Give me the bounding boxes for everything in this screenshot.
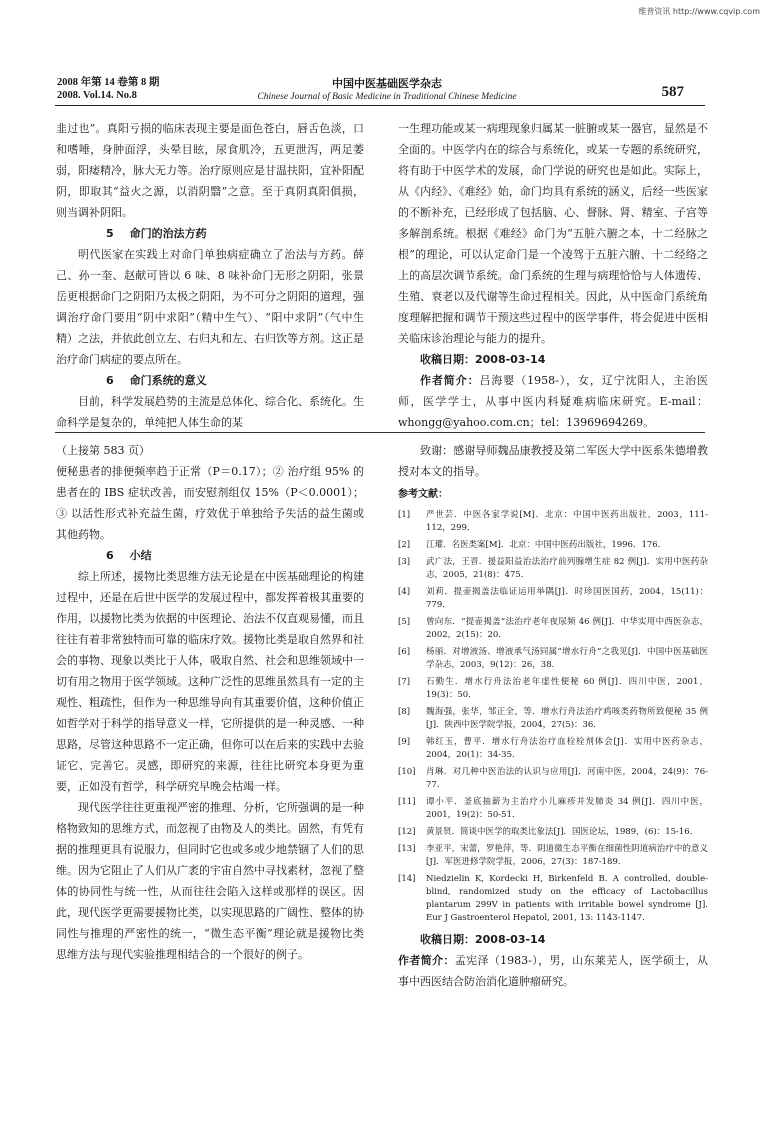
author-text: 吕海婴（1958-），女，辽宁沈阳人，主治医师，医学学士，从事中医内科疑难病临床研究。E-mail：whongg@yahoo.com.cn；tel：13969694269。: [398, 374, 708, 429]
page-number: 587: [661, 84, 684, 100]
reference-list: [398, 509, 708, 925]
reference-item: [398, 539, 708, 552]
reference-item: [398, 616, 708, 642]
section-number: 6: [106, 549, 114, 562]
header-rule: [55, 105, 705, 106]
received-label: 收稿日期：: [420, 353, 475, 366]
reference-number: [8]: [398, 707, 411, 717]
reference-number: [13]: [398, 844, 416, 854]
reference-text: Niedzielin K, Kordecki H, Birkenfeld B. A controlled, double-blind, randomized study on the efficacy of Lactobacillus plantarum 299V in patients with irritable bowel syndrome [J]. Eur J Gastroenterol Hepatol, 2001, 13: 1143-1147.: [426, 874, 708, 923]
received-line: [398, 929, 708, 950]
received-label: 收稿日期：: [420, 933, 475, 946]
reference-item: [398, 873, 708, 925]
lower-left-column: [56, 440, 364, 965]
reference-text: 石勤生．增水行舟法治老年虚性便秘 60 例[J]．四川中医，2001，19(3)：50．: [426, 677, 708, 700]
author-note: [398, 950, 708, 992]
reference-text: 江瓘．名医类案[M]．北京：中国中医药出版社，1996．176．: [426, 540, 667, 550]
reference-item: [398, 766, 708, 792]
upper-left-column: [56, 118, 364, 433]
reference-text: 魏海强，张华，邹正全，等．增水行舟法治疗鸡咳类药物所致便秘 35 例[J]．陕西中医学院学报，2004，27(5)：36．: [426, 707, 708, 730]
reference-number: [5]: [398, 617, 411, 627]
reference-text: 李亚平，宋蕾，罗艳萍，等．阴道微生态平衡在细菌性阴道病治疗中的意义[J]．军医进修学院学报，2006，27(3)：187-189．: [426, 844, 708, 867]
reference-item: [398, 796, 708, 822]
paragraph: 目前，科学发展趋势的主流是总体化、综合化、系统化。生命科学是复杂的，单纯把人体生命的某: [56, 395, 364, 429]
reference-text: 谭小平．釜底抽薪为主治疗小儿麻疹并发肺炎 34 例[J]．四川中医，2001，19(2)：50-51．: [426, 797, 708, 820]
reference-item: [398, 509, 708, 535]
issue-info-cn: 2008 年第 14 卷第 8 期: [57, 77, 160, 88]
journal-title-en: Chinese Journal of Basic Medicine in Traditional Chinese Medicine: [257, 92, 517, 102]
reference-number: [2]: [398, 540, 411, 550]
section-heading: [56, 370, 364, 391]
reference-item: [398, 556, 708, 582]
reference-number: [4]: [398, 587, 411, 597]
received-date: 2008-03-14: [475, 353, 546, 366]
reference-number: [7]: [398, 677, 411, 687]
reference-number: [11]: [398, 797, 416, 807]
reference-number: [9]: [398, 737, 411, 747]
reference-item: [398, 736, 708, 762]
author-label: 作者简介：: [398, 954, 455, 967]
author-text: 孟宪泽（1983-），男，山东莱芜人，医学硕士，从事中西医结合防治消化道肿瘤研究。: [398, 954, 709, 988]
section-title: 命门的治法方药: [129, 227, 207, 240]
paragraph: 现代医学往往更重视严密的推理、分析，它所强调的是一种格物致知的思维方式，而忽视了由物及人的类比。固然，有凭有据的推理更具有说服力，但同时它也或多或少地禁锢了人们的思维。因为它阻止了人们从广袤的宇宙自然中寻找素材，忽视了整体的协同性与统一性，从而往往会陷入这样或那样的误区。因此，现代医学更需要援物比类，以实现思路的广阔性、整体的协同性与推理的严密性的统一，“微生态平衡”理论就是援物比类思维方法与现代实验推理相结合的一个很好的例子。: [56, 801, 364, 961]
reference-number: [6]: [398, 647, 411, 657]
issue-info-en: 2008. Vol.14. No.8: [57, 90, 137, 101]
section-number: 6: [106, 374, 114, 387]
author-label: 作者简介：: [420, 374, 480, 387]
lower-right-column: [398, 440, 708, 992]
journal-title: [237, 76, 537, 103]
paragraph: 一生理功能或某一病理现象归属某一脏腑或某一器官，显然是不全面的。中医学内在的综合与系统化，或某一专题的系统研究，将有助于中医学术的发展，命门学说的研究也是如此。实际上，从《内经》、《难经》始，命门均具有系统的涵义，后经一些医家的不断补充，已经形成了包括脑、心、督脉、肾、精室、子宫等多解剖系统。根据《难经》命门为“五脏六腑之本，十二经脉之根”的理论，可以认定命门是一个凌驾于五脏六腑、十二经络之上的高层次调节系统。命门系统的生理与病理恰恰与人体遗传、生殖、衰老以及代谢等生命过程相关。因此，从中医命门系统角度理解把握和调节干预这些过程中的医学事件，将会促进中医相关临床诊治理论与能力的提升。: [398, 122, 708, 345]
reference-number: [1]: [398, 510, 411, 520]
reference-text: 杨丽．对增液汤、增液承气汤同属“增水行舟”之我见[J]．中国中医基础医学杂志，2003，9(12)：26，38．: [426, 647, 708, 670]
reference-text: 严世芸．中医各家学说[M]．北京：中国中医药出版社，2003，111-112，299．: [426, 510, 708, 533]
reference-item: [398, 676, 708, 702]
paragraph: 韭过也”。真阳亏损的临床表现主要是面色苍白，唇舌色淡，口和嗜唾，身肿面浮，头晕目眩，尿食肌冷，五更泄泻，两足萎弱，阳痿精冷，脉大无力等。治疗原则应是甘温扶阳，宜补阳配阴，即取其“益火之源，以消阴翳”之意。至于真阴真阳俱损，则当调补阴阳。: [56, 122, 364, 219]
reference-text: 肖琳．对几种中医治法的认识与应用[J]．河南中医，2004，24(9)：76-77．: [426, 767, 708, 790]
paragraph: 便秘患者的排便频率趋于正常（P＝0.17）；② 治疗组 95% 的患者在的 IBS 症状改善，而安慰剂组仅 15%（P＜0.0001）；③ 以活性形式补充益生菌，疗效优于单独给予失活的益生菌或其他药物。: [56, 465, 364, 541]
reference-text: 曾向东．“提壶揭盖”法治疗老年夜尿频 46 例[J]．中华实用中西医杂志，2002，2(15)：20．: [426, 617, 708, 640]
section-title: 命门系统的意义: [129, 374, 207, 387]
received-line: [398, 349, 708, 370]
article-divider: [55, 432, 705, 433]
reference-item: [398, 706, 708, 732]
reference-item: [398, 843, 708, 869]
reference-text: 刘莉．提壶揭盖法临证运用举隅[J]．时珍国医国药，2004，15(11)：779．: [426, 587, 708, 610]
reference-number: [3]: [398, 557, 411, 567]
reference-text: 韩红玉，曹平．增水行舟法治疗血栓栓剂体会[J]．实用中医药杂志，2004，20(1)：34-35．: [426, 737, 708, 760]
continued-note: （上接第 583 页）: [56, 444, 150, 457]
reference-text: 武广法，王晋．援益阳益治法治疗前列腺增生症 82 例[J]．实用中医药杂志，2005，21(8)：475．: [426, 557, 708, 580]
received-date: 2008-03-14: [475, 933, 546, 946]
journal-title-cn: 中国中医基础医学杂志: [332, 77, 442, 90]
author-note: [398, 370, 708, 433]
reference-item: [398, 826, 708, 839]
reference-number: [10]: [398, 767, 416, 777]
section-heading: [56, 223, 364, 244]
reference-number: [12]: [398, 827, 416, 837]
upper-right-column: [398, 118, 708, 433]
section-heading: [56, 545, 364, 566]
reference-number: [14]: [398, 874, 416, 884]
paragraph: 明代医家在实践上对命门单独病症确立了治法与方药。薛己、孙一奎、赵献可皆以 6 味、8 味补命门无形之阴阳，张景岳更根据命门之阴阳乃太极之阴阳，为不可分之阴阳的道理，强调治疗命门要用“阴中求阳”（精中生气）、“阳中求阴”（气中生精）之法，并依此创立左、右归丸和左、右归饮等方剂。这正是治疗命门病症的要点所在。: [56, 248, 364, 366]
watermark: 维普资讯 http://www.cqvip.com: [638, 7, 760, 16]
paragraph: 综上所述，援物比类思维方法无论是在中医基础理论的构建过程中，还是在后世中医学的发展过程中，都发挥着极其重要的作用，以援物比类为依据的中医理论、治法不仅直观易懂，而且往往有着非常独特而可靠的临床疗效。援物比类是取自然界和社会的事物、现象以类比于人体，吸取自然、社会和思维领域中一切有用之物用于医学领域。这种广泛性的思维虽然具有一定的主观性、粗疏性，但作为一种思维导向有其重要价值，这种价值正如哲学对于科学的指导意义一样，它所提供的是一种灵感、一种思路，尽管这种思路不一定正确，但你可以在后来的实践中去验证它、完善它。灵感，即研究的来源，往往比研究本身更为重要，正如没有哲学，科学研究早晚会枯竭一样。: [56, 570, 364, 793]
references-title: 参考文献：: [398, 489, 448, 500]
section-number: 5: [106, 227, 114, 240]
issue-info: [57, 76, 159, 102]
reference-item: [398, 646, 708, 672]
reference-text: 黄景贤．简谈中医学的取类比象法[J]．国医论坛，1989，(6)：15-16．: [426, 827, 699, 837]
reference-item: [398, 586, 708, 612]
section-title: 小结: [129, 549, 152, 562]
acknowledgement: 致谢：感谢导师魏品康教授及第二军医大学中医系朱德增教授对本文的指导。: [398, 444, 708, 478]
